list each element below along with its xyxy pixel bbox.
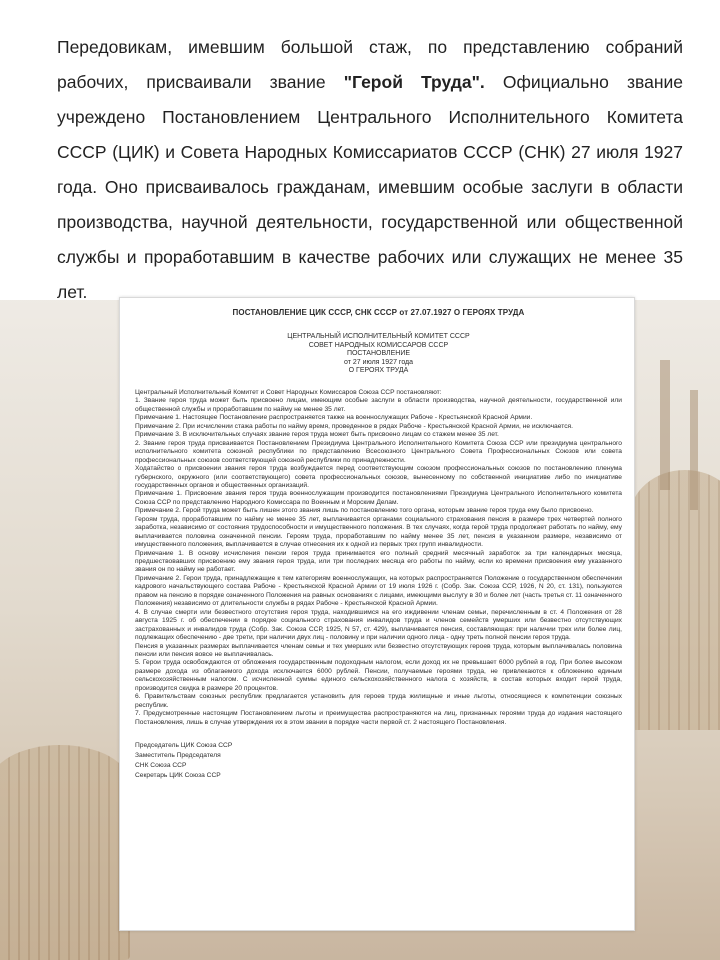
document-paragraph: 4. В случае смерти или безвестного отсутствия героя труда, находившимся на его иждивении членам семьи, перечисленным в ст. 4 Положения от 28 августа 1925 г. об обеспечении в порядке социального страхования инвалидов труда и членов семейств умерших или безвестно отсутствующих застрахованных и инвалидов труда (Собр. Зак. Союза ССР, 1925, N 57, ст. 429), выплачивается пенсия, составляющая: при наличии трех или более лиц, подлежащих обеспечению - две трети, при наличии двух лиц - половину и при наличии одного лица - одну треть полной пенсии героя труда. <box>135 608 622 642</box>
background-chimney <box>660 360 670 490</box>
intro-text-start: Передовикам, имевшим большой стаж, по представлению собраний рабочих, присваивали звание <box>57 37 683 92</box>
document-paragraph: Примечание 2. При исчислении стажа работы по найму время, проведенное в рядах Рабоче - Крестьянской Красной Армии, не исключается. <box>135 422 573 430</box>
document-paragraph: 7. Предусмотренные настоящим Постановлением льготы и преимущества распространяются на лиц, признанных героями труда до издания настоящего Постановления, лишь в случае утверждения их в этом звании в порядке части первой ст. 2 настоящего Постановления. <box>135 710 622 726</box>
intro-paragraph <box>57 30 683 310</box>
header-line: ПОСТАНОВЛЕНИЕ <box>346 350 411 358</box>
header-line: ЦЕНТРАЛЬНЫЙ ИСПОЛНИТЕЛЬНЫЙ КОМИТЕТ СССР <box>287 333 470 340</box>
document-paragraph: 6. Правительствам союзных республик предлагается установить для героев труда жилищные и иные льготы, относящиеся к компетенции союзных республик. <box>135 693 622 709</box>
document-signatures <box>135 741 622 781</box>
document-paragraph: 1. Звание героя труда может быть присвоено лицам, имеющим особые заслуги в области производства, научной деятельности, государственной или общественной службы и проработавшим по найму не менее 35 лет. <box>135 397 622 413</box>
document-paragraph: Ходатайство о присвоении звания героя труда возбуждается перед соответствующим союзом профессиональных союзов по постановлению пленума губернского, окружного (или соответствующего) совета профессиональных союзов, вынесенному по собственной инициативе либо по инициативе государственных органов и общественных организаций. <box>135 465 622 489</box>
signature-line: СНК Союза ССР <box>135 762 187 770</box>
signature-line: Председатель ЦИК Союза ССР <box>135 742 233 750</box>
header-line: СОВЕТ НАРОДНЫХ КОМИССАРОВ СССР <box>308 341 449 349</box>
signature-line: Секретарь ЦИК Союза ССР <box>135 772 221 780</box>
header-line: от 27 июля 1927 года <box>343 358 414 366</box>
document-body <box>135 389 622 727</box>
intro-text-end: Официально звание учреждено Постановлением Центрального Исполнительного Комитета СССР (ЦИК) и Совета Народных Комиссариатов СССР (СНК) 27 июля 1927 года. Оно присваивалось гражданам, имевшим особые заслуги в области производства, научной деятельности, государственной или общественной службы и проработавшим в качестве рабочих или служащих не менее 35 лет. <box>57 72 684 302</box>
intro-highlight: "Герой Труда". <box>343 72 485 92</box>
document-paragraph: Пенсия в указанных размерах выплачивается членам семьи и тех умерших или безвестно отсутствующих героев труда, которым выплачивалась половина пенсии или пенсия вовсе не выплачивалась. <box>135 642 622 659</box>
signature-line: Заместитель Председателя <box>135 752 221 760</box>
document-paragraph: Примечание 1. В основу исчисления пенсии героя труда принимается его полный средний месячный заработок за три календарных месяца, предшествовавших присвоению ему звания героя труда, или три последних месяца его работы по найму, если ко времени присвоения ему указанного звания он по найму не работает. <box>135 549 622 574</box>
document-header <box>135 333 622 376</box>
document-paragraph: Героям труда, проработавшим по найму не менее 35 лет, выплачивается органами социального страхования пенсия в размере трех четвертей полного заработка, независимо от состояния трудоспособности и имущественного положения. В тех случаях, когда герой труда продолжает работать по найму, ему выплачивается половина означенной пенсии. Героям труда, проработавшим по найму менее 35 лет, пенсия в указанном размере, независимо от имущественного положения, выплачивается в случае отнесения их к одной из первых трех групп инвалидности. <box>135 515 622 549</box>
background-cooling-tower-left <box>0 745 130 960</box>
document-paragraph: Центральный Исполнительный Комитет и Совет Народных Комиссаров Союза ССР постановляют: <box>135 388 442 396</box>
document-paragraph: 5. Герои труда освобождаются от обложения государственным подоходным налогом, если доход их не превышает 6000 рублей в год. При более высоком размере дохода из облагаемого дохода исключается 6000 рублей. Пенсии, получаемые героями труда, не привлекаются к обложению единым сельскохозяйственным налогом. С исчисленной суммы единого сельскохозяйственного налога с хозяйств, в состав которых входит герой труда, производится скидка в размере 20 процентов. <box>135 659 622 692</box>
document-title: ПОСТАНОВЛЕНИЕ ЦИК СССР, СНК СССР от 27.07.1927 О ГЕРОЯХ ТРУДА <box>232 308 525 317</box>
background-chimney <box>690 390 698 510</box>
document-paragraph: Примечание 2. Герои труда, принадлежащие к тем категориям военнослужащих, на которых распространяется Положение о государственном обеспечении кадрового начальствующего состава Рабоче - Крестьянской Красной Армии от 19 июля 1926 г. (Собр. Зак. Союза ССР, 1926, N 20, ст. 131), пользуются правом на пенсию в порядке означенного Положения на равных основаниях с лицами, имеющими выслугу в 30 и более лет (часть третья ст. 11 означенного Положения) независимо от длительности службы в рядах Рабоче - Крестьянской Красной Армии. <box>135 574 622 608</box>
document-paragraph: 2. Звание героя труда присваивается Постановлением Президиума Центрального Исполнительного Комитета Союза ССР или президиума центрального исполнительного комитета союзной республики по представлению Всесоюзного Центрального Совета Профессиональных Союзов или совета профессиональных союзов соответствующей союзной республики по принадлежности. <box>135 439 622 464</box>
document-paragraph: Примечание 2. Герой труда может быть лишен этого звания лишь по постановлению того органа, которым звание героя труда ему было присвоено. <box>135 507 594 515</box>
document-paragraph: Примечание 1. Настоящее Постановление распространяется также на военнослужащих Рабоче - Крестьянской Красной Армии. <box>135 414 533 422</box>
document-paragraph: Примечание 3. В исключительных случаях звание героя труда может быть присвоено лицам со стажем менее 35 лет. <box>135 431 499 439</box>
header-line: О ГЕРОЯХ ТРУДА <box>348 367 409 375</box>
document-paragraph: Примечание 1. Присвоение звания героя труда военнослужащим производится постановлениями Президиума Центрального Исполнительного комитета Союза ССР по представлению Народного Комиссара по Военным и Морским Делам. <box>135 490 622 506</box>
background-cooling-tower-right <box>630 470 720 730</box>
decree-document-scan <box>119 297 635 931</box>
